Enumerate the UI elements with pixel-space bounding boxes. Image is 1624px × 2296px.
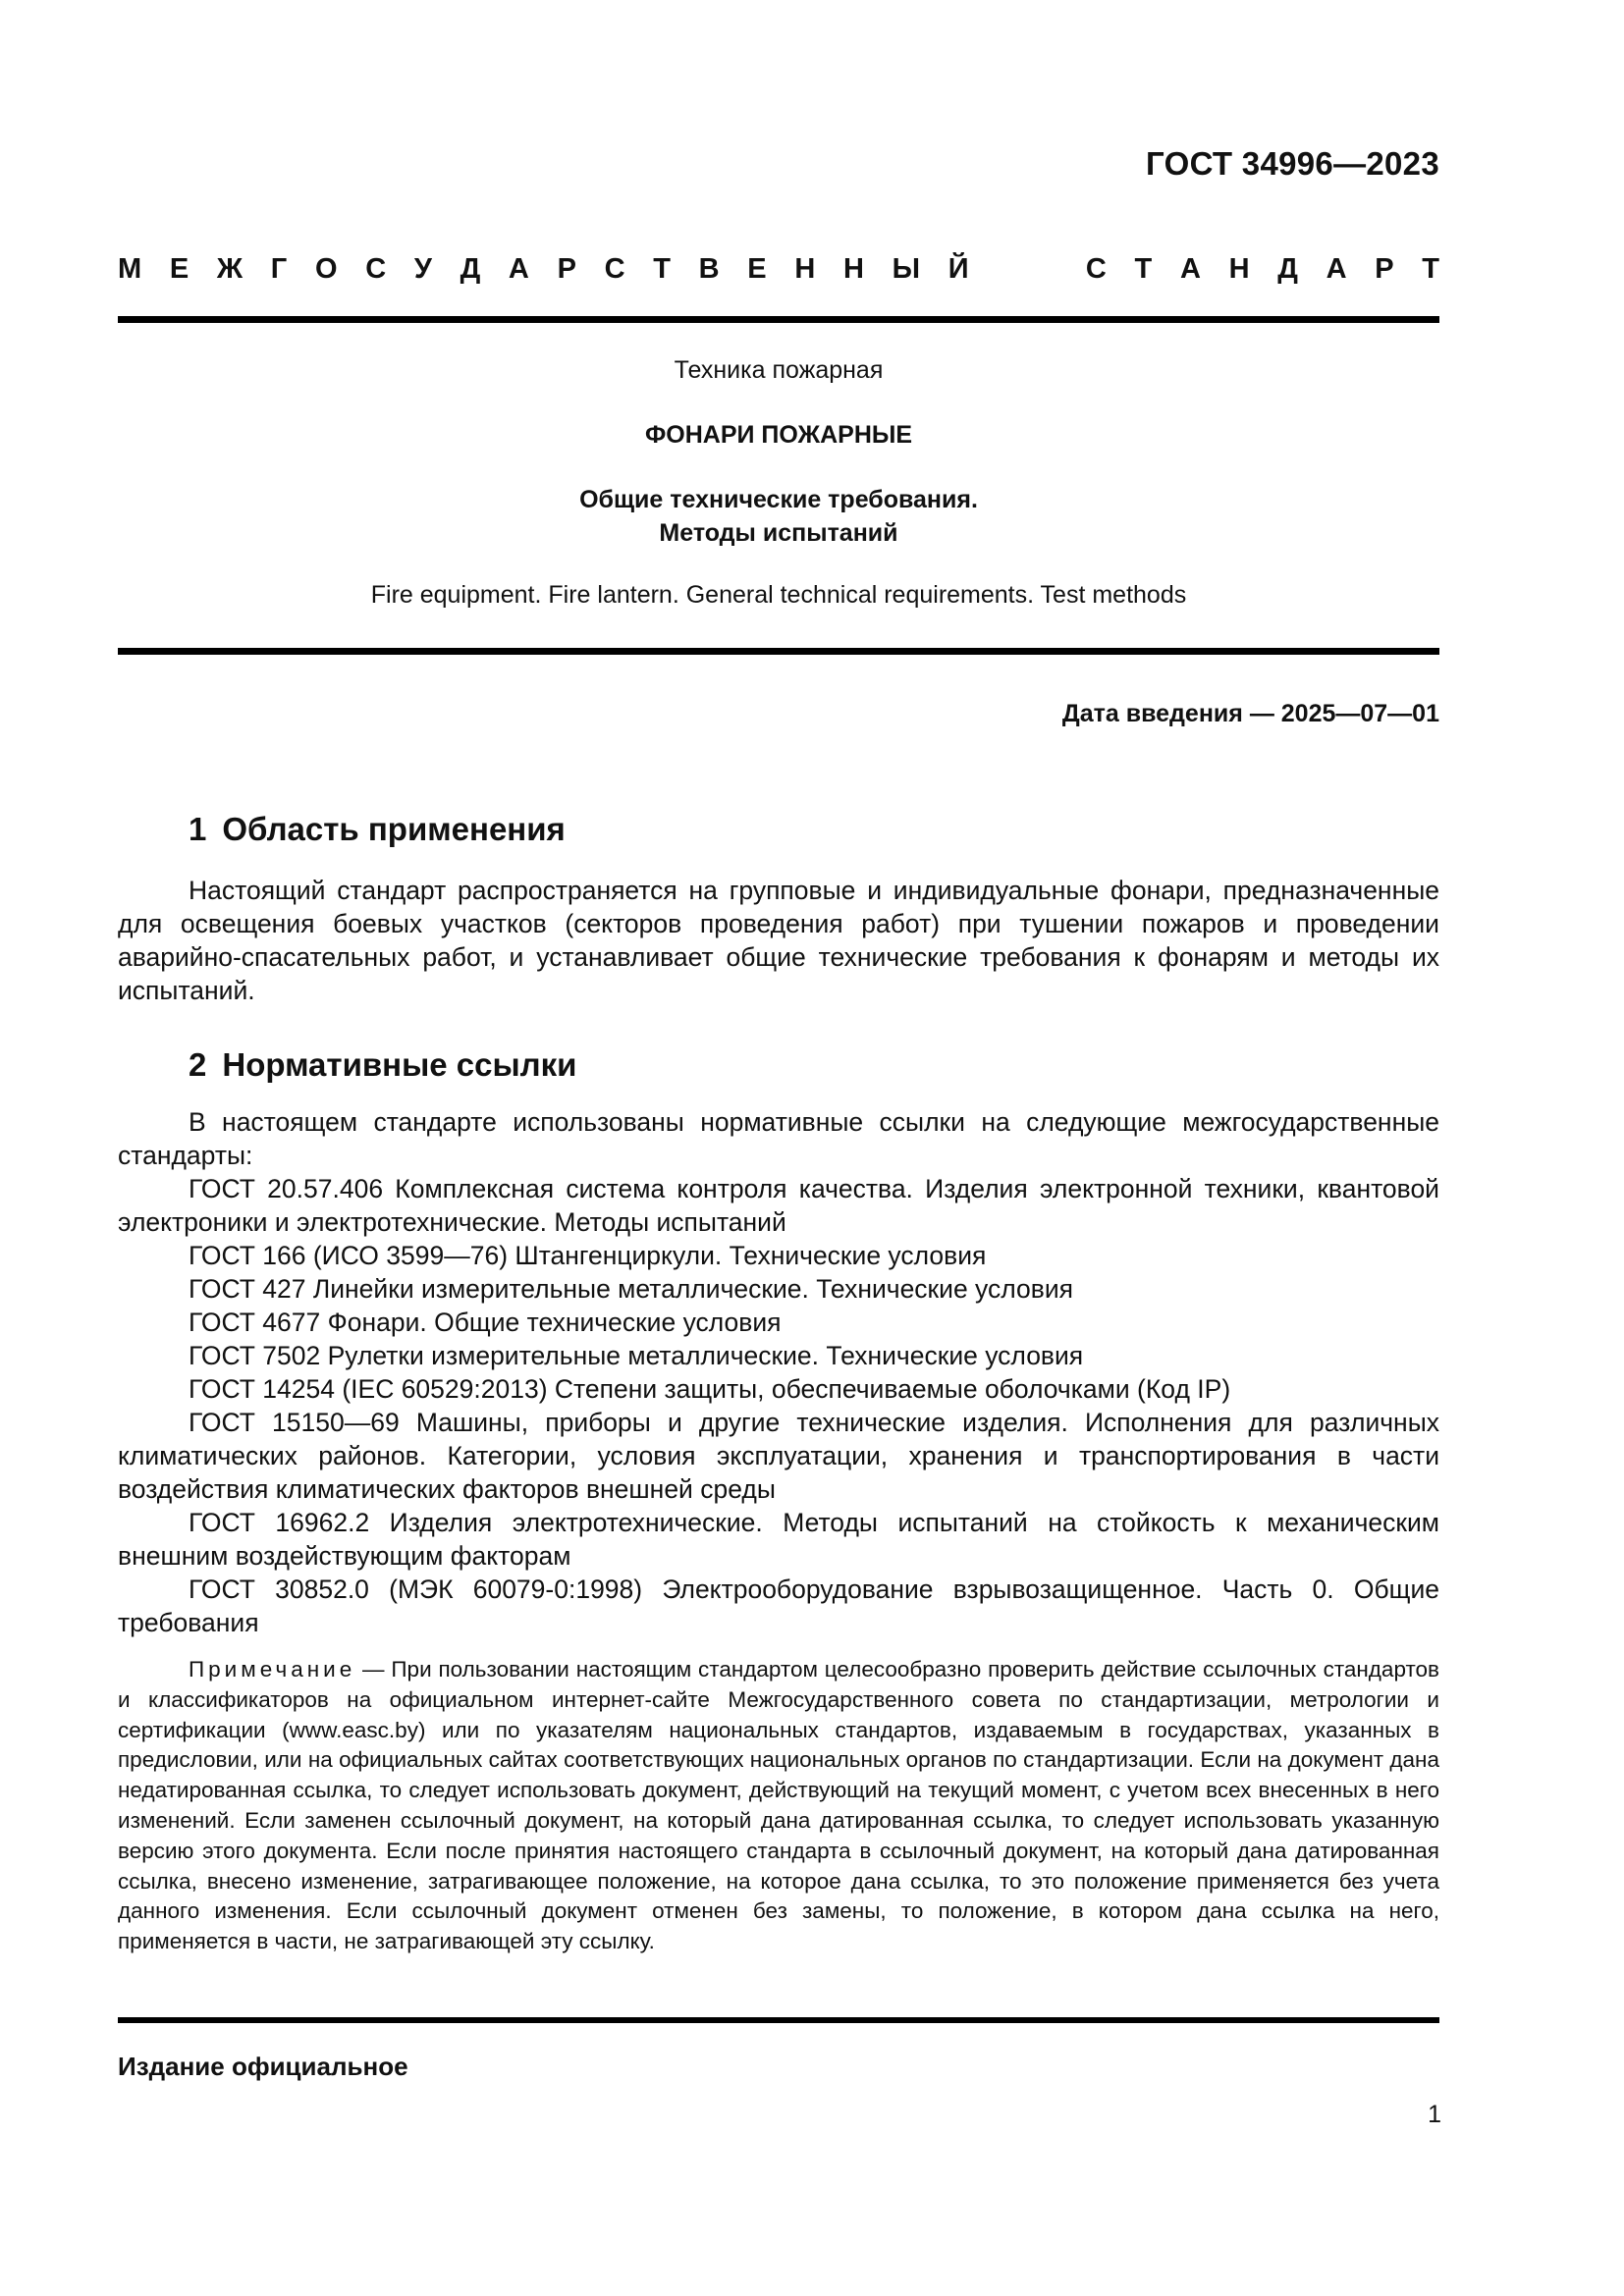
note-text: — При пользовании настоящим стандартом целесообразно проверить действие ссылочных стандартов и классификаторов на официальном интернет-сайте Межгосударственного совета по стандартизации, метрологии и сертификации (www.easc.by) или по указателям национальных стандартов, издаваемым в государствах, указанных в предисловии, или на официальных сайтах соответствующих национальных органов по стандартизации. Если на документ дана недатированная ссылка, то следует использовать документ, действующий на текущий момент, с учетом всех внесенных в него изменений. Если заменен ссылочный документ, на который дана датированная ссылка, то следует использовать указанную версию этого документа. Если после принятия настоящего стандарта в ссылочный документ, на который дана датированная ссылка, внесено изменение, затрагивающее положение, на которое дана ссылка, то это положение применяется без учета данного изменения. Если ссылочный документ отменен без замены, то положение, в котором дана ссылка на него, применяется в части, не затрагивающей эту ссылку. <box>118 1657 1439 1954</box>
section-2-intro: В настоящем стандарте использованы нормативные ссылки на следующие межгосударственные стандарты: <box>118 1107 1439 1170</box>
standard-type-letter: В <box>698 253 720 285</box>
standard-type-line <box>118 253 1439 286</box>
footer-divider <box>118 2017 1439 2023</box>
normative-references-list <box>118 1172 1439 1639</box>
standard-type-letter: У <box>413 253 432 285</box>
top-divider <box>118 316 1439 323</box>
page-number: 1 <box>1428 2101 1441 2128</box>
title-english: Fire equipment. Fire lantern. General technical requirements. Test methods <box>370 581 1187 609</box>
standard-type-letter: Т <box>1422 253 1439 285</box>
standard-type-letter: Т <box>1134 253 1153 285</box>
document-number: ГОСТ 34996—2023 <box>1146 145 1439 182</box>
standard-type-letter: Й <box>947 253 969 285</box>
section-1-number: 1 <box>189 811 207 847</box>
title-main: ФОНАРИ ПОЖАРНЫЕ <box>644 421 913 449</box>
standard-type-letter: Р <box>1375 253 1394 285</box>
standard-type-letter: Ы <box>892 253 920 285</box>
section-1-title: Область применения <box>222 811 566 847</box>
title-subtitle-line2: Методы испытаний <box>659 519 898 547</box>
standard-type-letter: О <box>314 253 338 285</box>
section-1-text: Настоящий стандарт распространяется на групповые и индивидуальные фонари, предназначенные для освещения боевых участков (секторов проведения работ) при тушении пожаров и проведении аварийно-спасательных работ, и устанавливает общие технические требования к фонарям и методы их испытаний. <box>118 876 1439 1005</box>
standard-type-letter: Е <box>747 253 767 285</box>
standard-type-letter: Т <box>653 253 671 285</box>
standard-type-letter: А <box>1179 253 1201 285</box>
standard-type-letter: Ж <box>216 253 244 285</box>
standard-type-letter: А <box>1326 253 1347 285</box>
official-edition-label: Издание официальное <box>118 2052 408 2081</box>
reference-item: ГОСТ 7502 Рулетки измерительные металлические. Технические условия <box>189 1341 1084 1370</box>
standard-type-letter: Н <box>1228 253 1250 285</box>
reference-item: ГОСТ 427 Линейки измерительные металлические. Технические условия <box>189 1274 1073 1304</box>
word-gap <box>997 253 1057 286</box>
standard-type-letter: Г <box>270 253 288 285</box>
standard-type-letter: С <box>604 253 625 285</box>
reference-item: ГОСТ 16962.2 Изделия электротехнические. Методы испытаний на стойкость к механическим внешним воздействующим факторам <box>118 1508 1439 1571</box>
reference-item: ГОСТ 4677 Фонари. Общие технические условия <box>189 1308 782 1337</box>
standard-type-letter: С <box>365 253 387 285</box>
standard-type-letter: Н <box>842 253 864 285</box>
title-category: Техника пожарная <box>674 356 884 384</box>
section-2-heading <box>189 1046 576 1084</box>
standard-type-letter: А <box>508 253 529 285</box>
standard-type-letter: Д <box>460 253 481 285</box>
reference-item: ГОСТ 20.57.406 Комплексная система контроля качества. Изделия электронной техники, квантовой электроники и электротехнические. Методы испытаний <box>118 1174 1439 1237</box>
title-divider <box>118 648 1439 655</box>
standard-type-letter: Р <box>557 253 576 285</box>
reference-item: ГОСТ 166 (ИСО 3599—76) Штангенциркули. Технические условия <box>189 1241 987 1270</box>
standard-type-letter: Д <box>1277 253 1298 285</box>
note-label: Примечание <box>189 1657 356 1682</box>
section-2-title: Нормативные ссылки <box>222 1046 577 1083</box>
reference-item: ГОСТ 14254 (IEC 60529:2013) Степени защиты, обеспечиваемые оболочками (Код IP) <box>189 1374 1231 1404</box>
standard-type-letter: М <box>118 253 142 285</box>
standard-type-letter: Н <box>794 253 816 285</box>
note-paragraph <box>118 1655 1439 1957</box>
effective-date: Дата введения — 2025—07—01 <box>1061 700 1439 727</box>
section-2-number: 2 <box>189 1046 207 1083</box>
section-1-heading <box>189 811 566 848</box>
standard-type-letter: С <box>1085 253 1107 285</box>
reference-item: ГОСТ 15150—69 Машины, приборы и другие технические изделия. Исполнения для различных климатических районов. Категории, условия эксплуатации, хранения и транспортирования в части воздействия климатических факторов внешней среды <box>118 1408 1439 1504</box>
title-subtitle-line1: Общие технические требования. <box>579 486 978 513</box>
reference-item: ГОСТ 30852.0 (МЭК 60079-0:1998) Электрооборудование взрывозащищенное. Часть 0. Общие требования <box>118 1575 1439 1637</box>
standard-type-letter: Е <box>169 253 189 285</box>
